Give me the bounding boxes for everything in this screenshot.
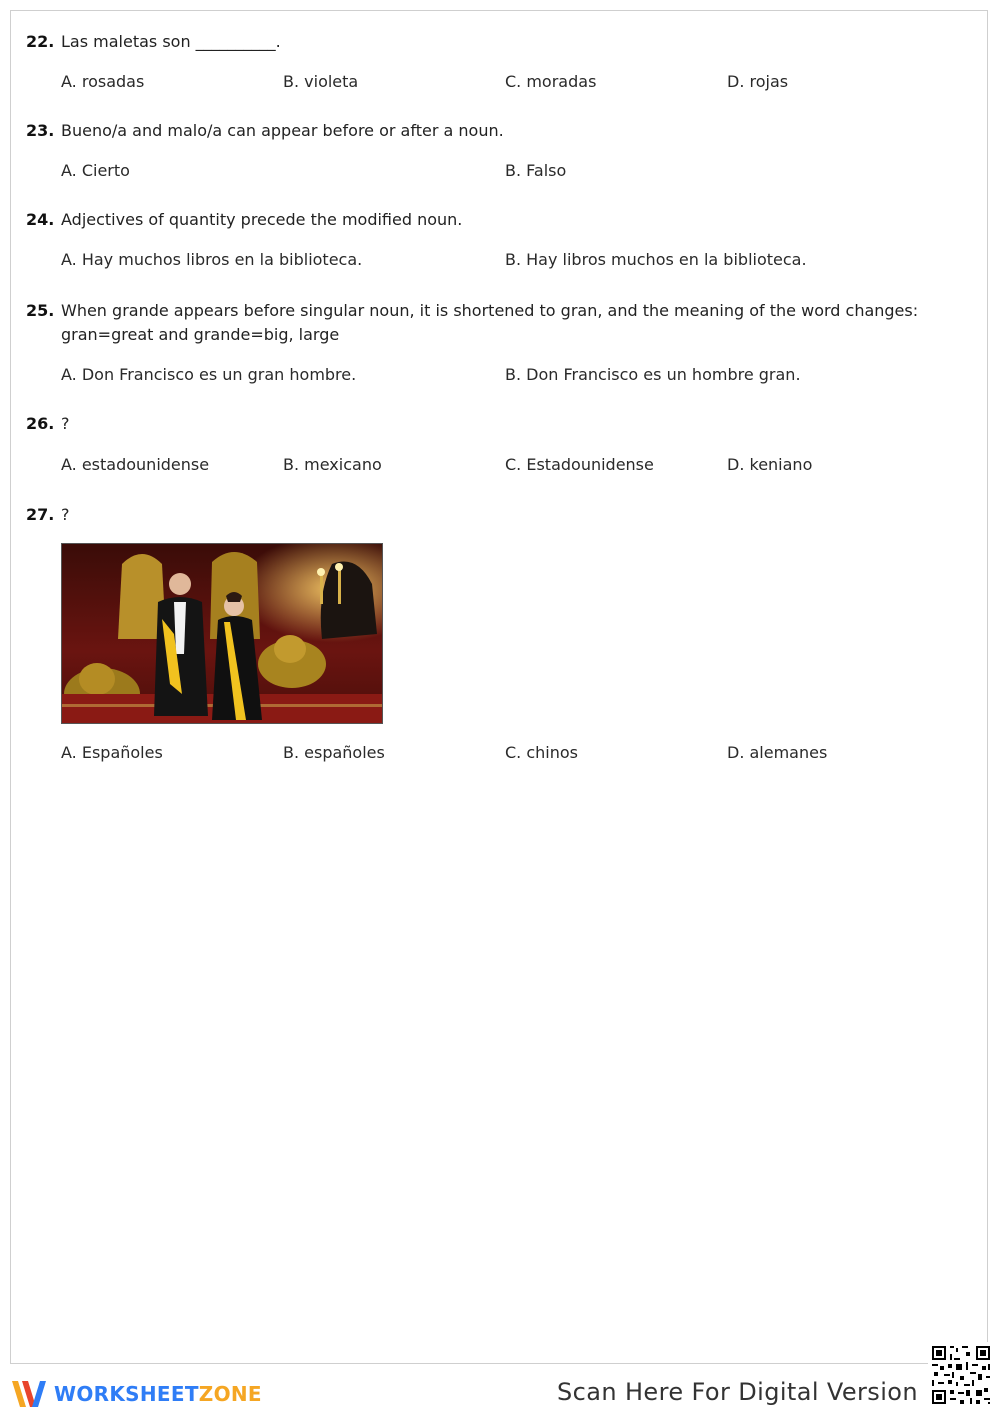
- qr-code[interactable]: [928, 1342, 994, 1408]
- worksheet-zone-logo: [10, 1376, 262, 1412]
- question-24: [26, 208, 926, 272]
- option-b[interactable]: B. violeta: [283, 72, 359, 91]
- answer-options: [61, 159, 926, 183]
- question-number: 26.: [26, 414, 55, 433]
- question-number: 27.: [26, 505, 55, 524]
- question-number: 23.: [26, 121, 55, 140]
- question-text: ?: [61, 505, 70, 524]
- question-25: [26, 299, 926, 387]
- option-a[interactable]: A. Cierto: [61, 161, 130, 180]
- question-number: 25.: [26, 301, 55, 320]
- question-26: [26, 412, 926, 477]
- option-c[interactable]: C. moradas: [505, 72, 597, 91]
- option-b[interactable]: B. Don Francisco es un hombre gran.: [505, 365, 801, 384]
- option-d[interactable]: D. keniano: [727, 455, 813, 474]
- option-b[interactable]: B. Hay libros muchos en la biblioteca.: [505, 250, 807, 269]
- question-text: Adjectives of quantity precede the modified noun.: [61, 210, 463, 229]
- scan-instruction: Scan Here For Digital Version: [557, 1378, 918, 1406]
- question-text: Bueno/a and malo/a can appear before or after a noun.: [61, 121, 504, 140]
- question-23: [26, 119, 926, 183]
- answer-options: [61, 453, 926, 477]
- question-text: Las maletas son __________.: [61, 32, 281, 51]
- w-logo-icon: [10, 1377, 48, 1411]
- option-c[interactable]: C. chinos: [505, 743, 578, 762]
- question-22: [26, 30, 926, 94]
- question-text: ?: [61, 414, 70, 433]
- answer-options: [61, 363, 926, 387]
- answer-options: [61, 70, 926, 94]
- option-b[interactable]: B. españoles: [283, 743, 385, 762]
- brand-zone: ZONE: [198, 1382, 262, 1406]
- brand-worksheet: WORKSHEET: [54, 1382, 199, 1406]
- option-a[interactable]: A. Hay muchos libros en la biblioteca.: [61, 250, 363, 269]
- option-a[interactable]: A. Don Francisco es un gran hombre.: [61, 365, 357, 384]
- answer-options: [61, 248, 926, 272]
- option-a[interactable]: A. Españoles: [61, 743, 163, 762]
- question-text: When grande appears before singular noun, it is shortened to gran, and the meaning of the word changes: gran=great and grande=big, large: [61, 301, 919, 344]
- question-number: 24.: [26, 210, 55, 229]
- option-a[interactable]: A. estadounidense: [61, 455, 210, 474]
- option-c[interactable]: C. Estadounidense: [505, 455, 654, 474]
- answer-options: [61, 741, 926, 765]
- option-b[interactable]: B. mexicano: [283, 455, 382, 474]
- royal-couple-photo: [61, 543, 383, 724]
- option-a[interactable]: A. rosadas: [61, 72, 145, 91]
- question-number: 22.: [26, 32, 55, 51]
- option-d[interactable]: D. alemanes: [727, 743, 828, 762]
- option-d[interactable]: D. rojas: [727, 72, 789, 91]
- option-b[interactable]: B. Falso: [505, 161, 567, 180]
- question-27: [26, 503, 926, 765]
